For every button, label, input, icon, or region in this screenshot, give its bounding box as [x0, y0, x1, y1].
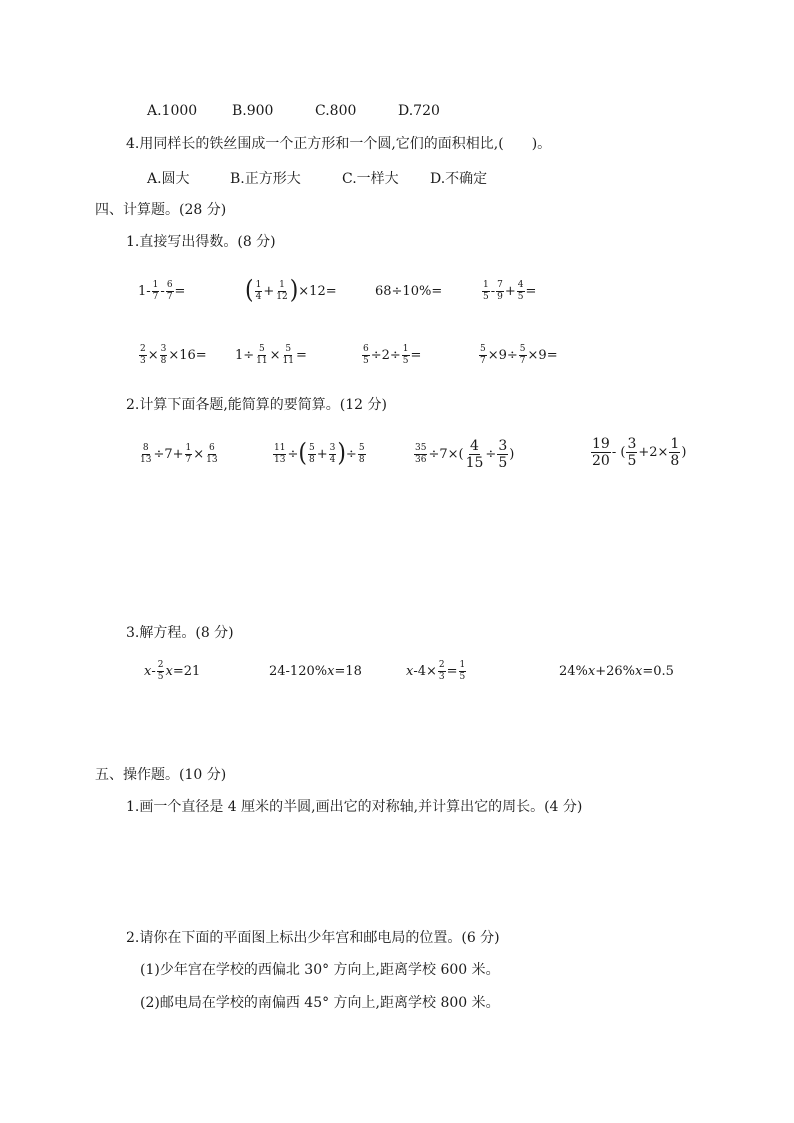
- option-b: B.900: [232, 103, 274, 119]
- operator: -: [151, 663, 156, 679]
- right-paren: ): [289, 276, 299, 305]
- text: ×12=: [298, 283, 337, 299]
- text: ÷7+: [153, 446, 184, 462]
- operator: -: [490, 283, 496, 299]
- fraction: [517, 281, 525, 302]
- denominator: 8: [160, 355, 167, 366]
- denominator: 4: [255, 291, 262, 302]
- numerator: 5: [358, 442, 365, 453]
- operator: ×: [147, 347, 159, 363]
- fraction: [139, 444, 152, 465]
- text: ×9÷: [487, 347, 518, 363]
- text: ×9=: [527, 347, 558, 363]
- numerator: 4: [517, 279, 524, 290]
- fraction: [402, 345, 410, 366]
- numerator: 2: [140, 343, 146, 354]
- numerator: 11: [274, 442, 286, 453]
- calc-q2-b: [272, 439, 367, 469]
- text: =21: [172, 663, 201, 679]
- variable-x: x: [327, 663, 335, 679]
- numerator: 2: [438, 659, 445, 670]
- denominator: 11: [282, 355, 294, 366]
- fraction: [255, 281, 263, 302]
- text: ÷7×(: [428, 446, 464, 462]
- denominator: 5: [157, 671, 164, 682]
- option-a: A.1000: [147, 103, 198, 119]
- fraction: [273, 444, 286, 465]
- numerator: 19: [592, 435, 610, 452]
- right-paren: ): [509, 446, 515, 462]
- text: 24-120%: [269, 663, 328, 679]
- fraction: [282, 345, 295, 366]
- fraction: [438, 661, 446, 682]
- denominator: 13: [274, 454, 286, 465]
- fraction: [362, 345, 370, 366]
- numerator: 5: [259, 343, 265, 354]
- variable-x: x: [587, 663, 596, 679]
- text: 1-: [138, 283, 151, 299]
- denominator: 12: [276, 291, 288, 302]
- text: 1÷: [235, 347, 255, 363]
- calc-r1-d: [481, 276, 536, 306]
- variable-x: x: [406, 663, 414, 679]
- variable-x: x: [144, 663, 152, 679]
- numerator: 3: [329, 442, 336, 453]
- denominator: 36: [415, 454, 427, 465]
- numerator: 8: [142, 442, 149, 453]
- equation-b: [269, 656, 362, 686]
- numerator: 3: [498, 437, 508, 454]
- equation-d: [559, 656, 674, 686]
- denominator: 5: [627, 452, 637, 469]
- numerator: 5: [285, 343, 292, 354]
- fraction: [519, 345, 527, 366]
- fraction: [157, 661, 165, 682]
- fraction: [465, 439, 485, 470]
- fraction: [255, 345, 268, 366]
- fraction: [479, 345, 487, 366]
- text: ÷2÷: [370, 347, 401, 363]
- calc-r1-c: [375, 276, 442, 306]
- numerator: 5: [480, 343, 486, 354]
- calc-r1-a: [138, 276, 185, 306]
- denominator: 13: [140, 454, 152, 465]
- section-5-q2-sub2: (2)邮电局在学校的南偏西 45° 方向上,距离学校 800 米。: [140, 995, 500, 1011]
- operator: -: [160, 283, 165, 299]
- numerator: 1: [670, 435, 680, 452]
- calc-q2-c: [413, 439, 514, 469]
- section-5-q1: 1.画一个直径是 4 厘米的半圆,画出它的对称轴,并计算出它的周长。(4 分): [126, 799, 583, 815]
- operator: ÷: [287, 446, 299, 462]
- numerator: 5: [519, 343, 526, 354]
- numerator: 1: [185, 442, 192, 453]
- numerator: 1: [152, 279, 159, 290]
- fraction: [139, 345, 147, 366]
- fraction: [185, 444, 193, 465]
- calc-q2-d: [590, 437, 686, 467]
- denominator: 13: [206, 454, 218, 465]
- fraction: [205, 444, 218, 465]
- option-c: C.一样大: [342, 171, 399, 187]
- numerator: 5: [308, 442, 315, 453]
- option-d: D.不确定: [430, 171, 488, 187]
- numerator: 3: [160, 343, 167, 354]
- text: +26%: [595, 663, 636, 679]
- numerator: 7: [497, 279, 503, 290]
- section-5-title: 五、操作题。(10 分): [95, 767, 227, 783]
- text: =18: [334, 663, 362, 679]
- numerator: 6: [363, 343, 369, 354]
- fraction: [152, 281, 160, 302]
- text: ×16=: [168, 347, 207, 363]
- fraction: [497, 439, 508, 470]
- calc-r2-b: [235, 340, 307, 370]
- section-4-q2-title: 2.计算下面各题,能简算的要简算。(12 分): [126, 397, 387, 413]
- operator: ÷: [345, 446, 357, 462]
- fraction: [669, 437, 680, 468]
- numerator: 1: [483, 279, 489, 290]
- equals: =: [410, 347, 422, 363]
- fraction: [482, 281, 490, 302]
- section-4-title: 四、计算题。(28 分): [95, 202, 227, 218]
- text: 68÷10%=: [375, 283, 443, 299]
- denominator: 8: [670, 452, 680, 469]
- operator: +: [263, 283, 275, 299]
- fraction: [166, 281, 174, 302]
- numerator: 3: [627, 435, 637, 452]
- right-paren: ): [681, 444, 687, 460]
- numerator: 1: [459, 659, 466, 670]
- denominator: 7: [185, 454, 192, 465]
- fraction: [459, 661, 467, 682]
- denominator: 8: [308, 454, 315, 465]
- denominator: 5: [517, 291, 524, 302]
- text: =0.5: [642, 663, 674, 679]
- calc-r2-d: [478, 340, 558, 370]
- fraction: [358, 444, 366, 465]
- text: -4×: [413, 663, 437, 679]
- section-4-q3-title: 3.解方程。(8 分): [126, 625, 234, 641]
- variable-x: x: [635, 663, 643, 679]
- text: +2×: [638, 444, 669, 460]
- denominator: 5: [363, 355, 369, 366]
- variable-x: x: [165, 663, 173, 679]
- fraction: [275, 281, 288, 302]
- denominator: 7: [480, 355, 486, 366]
- calc-q2-a: [138, 439, 220, 469]
- numerator: 35: [415, 442, 427, 453]
- calc-r2-a: [138, 340, 207, 370]
- fraction: [626, 437, 637, 468]
- equals: =: [174, 283, 186, 299]
- denominator: 20: [592, 452, 610, 469]
- option-a: A.圆大: [147, 171, 190, 187]
- operator: ×: [269, 347, 281, 363]
- numerator: 6: [209, 442, 215, 453]
- option-c: C.800: [315, 103, 357, 119]
- numerator: 1: [255, 279, 262, 290]
- numerator: 2: [157, 659, 164, 670]
- equals: =: [525, 283, 537, 299]
- denominator: 5: [483, 291, 489, 302]
- left-paren: (: [245, 276, 254, 305]
- equation-c: [406, 656, 467, 686]
- denominator: 9: [497, 291, 503, 302]
- left-paren: (: [298, 439, 307, 468]
- text: - (: [611, 444, 626, 460]
- calc-r2-c: [361, 340, 421, 370]
- equals: =: [446, 663, 458, 679]
- fraction: [414, 444, 427, 465]
- denominator: 5: [498, 454, 508, 471]
- numerator: 4: [470, 437, 479, 454]
- calc-r1-b: [245, 276, 337, 306]
- right-paren: ): [337, 439, 346, 468]
- denominator: 7: [166, 291, 173, 302]
- denominator: 3: [140, 355, 146, 366]
- numerator: 1: [279, 279, 285, 290]
- operator: ×: [193, 446, 205, 462]
- option-d: D.720: [398, 103, 440, 119]
- operator: ÷: [485, 446, 497, 462]
- denominator: 7: [152, 291, 159, 302]
- text: 24%: [559, 663, 588, 679]
- fraction: [160, 345, 168, 366]
- denominator: 7: [519, 355, 526, 366]
- denominator: 3: [438, 671, 445, 682]
- section-4-q1-title: 1.直接写出得数。(8 分): [126, 234, 276, 250]
- fraction: [308, 444, 316, 465]
- question-4-stem: 4.用同样长的铁丝围成一个正方形和一个圆,它们的面积相比,( )。: [126, 136, 552, 152]
- equals: =: [295, 347, 307, 363]
- denominator: 8: [358, 454, 365, 465]
- fraction: [496, 281, 504, 302]
- fraction: [329, 444, 337, 465]
- denominator: 5: [459, 671, 466, 682]
- numerator: 6: [166, 279, 173, 290]
- denominator: 5: [402, 355, 409, 366]
- denominator: 4: [329, 454, 336, 465]
- operator: +: [504, 283, 516, 299]
- option-b: B.正方形大: [230, 171, 301, 187]
- denominator: 15: [465, 454, 484, 471]
- section-5-q2-title: 2.请你在下面的平面图上标出少年宫和邮电局的位置。(6 分): [126, 930, 500, 946]
- equation-a: [144, 656, 200, 686]
- section-5-q2-sub1: (1)少年宫在学校的西偏北 30° 方向上,距离学校 600 米。: [140, 962, 500, 978]
- numerator: 1: [402, 343, 409, 354]
- denominator: 11: [256, 355, 268, 366]
- operator: +: [316, 446, 328, 462]
- fraction: [591, 437, 611, 468]
